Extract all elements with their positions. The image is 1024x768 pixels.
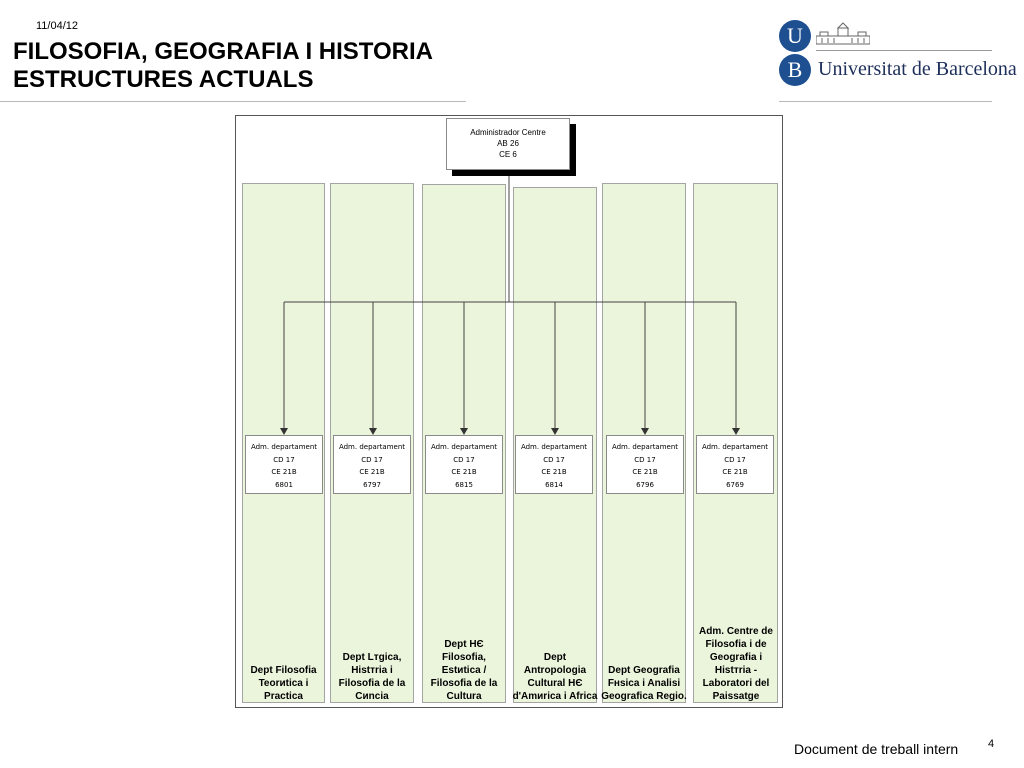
- node-title: Adm. departament: [338, 443, 406, 451]
- node-line: CE 21B: [359, 468, 385, 476]
- node-line: CD 17: [543, 455, 565, 464]
- adm-departament-node: [425, 435, 503, 494]
- node-title: Adm. departament: [520, 443, 588, 451]
- node-line: CD 17: [634, 455, 656, 464]
- department-name: Dept Filosofia Teorиtica i Practica: [250, 665, 317, 702]
- administrator-centre-node: [446, 118, 570, 170]
- node-title: Adm. departament: [701, 443, 769, 451]
- node-line: AB 26: [497, 139, 519, 148]
- node-line: CD 17: [273, 455, 295, 464]
- node-line: CD 17: [361, 455, 383, 464]
- node-code: 6769: [726, 480, 744, 489]
- node-line: CD 17: [724, 455, 746, 464]
- department-name: Adm. Centre de Filosofia i de Geografia i Histтria - Laboratori del Paissatge: [699, 626, 773, 702]
- department-name: Dept Geografia Fнsica i Analisi Geografica Regio.: [601, 665, 687, 702]
- node-line: CE 21B: [451, 468, 477, 476]
- university-logo-b-icon: B: [779, 54, 811, 86]
- node-code: 6796: [636, 480, 654, 489]
- footer-note: Document de treball intern: [794, 741, 959, 757]
- node-title: Adm. departament: [430, 443, 498, 451]
- node-line: CE 21B: [541, 468, 567, 476]
- adm-departament-node: [696, 435, 774, 494]
- department-name: Dept HЄ Filosofia, Estиtica / Filosofia de la Cultura: [430, 639, 498, 702]
- node-line: CE 21B: [722, 468, 748, 476]
- node-title: Adm. departament: [250, 443, 318, 451]
- university-logo-u-icon: U: [779, 20, 811, 52]
- page-number: 4: [988, 738, 995, 750]
- university-name: Universitat de Barcelona: [818, 58, 1017, 80]
- node-line: CE 6: [499, 150, 517, 159]
- adm-departament-node: [515, 435, 593, 494]
- node-line: CE 21B: [271, 468, 297, 476]
- node-code: 6801: [275, 480, 293, 489]
- department-name: Dept Lтgica, Histтria i Filosofia de la Cиncia: [338, 652, 406, 702]
- node-title: Adm. departament: [611, 443, 679, 451]
- adm-departament-node: [333, 435, 411, 494]
- node-line: CE 21B: [632, 468, 658, 476]
- node-code: 6797: [363, 480, 381, 489]
- node-code: 6815: [455, 480, 473, 489]
- adm-departament-node: [606, 435, 684, 494]
- node-code: 6814: [545, 480, 563, 489]
- title-line-1: FILOSOFIA, GEOGRAFIA I HISTORIA: [13, 38, 434, 65]
- title-line-2: ESTRUCTURES ACTUALS: [13, 66, 314, 93]
- department-name: Dept Antropologia Cultural HЄ d'Amиrica i Africa: [512, 652, 598, 702]
- adm-departament-node: [245, 435, 323, 494]
- slide-date: 11/04/12: [36, 20, 79, 32]
- node-line: CD 17: [453, 455, 475, 464]
- node-title: Administrador Centre: [470, 128, 546, 137]
